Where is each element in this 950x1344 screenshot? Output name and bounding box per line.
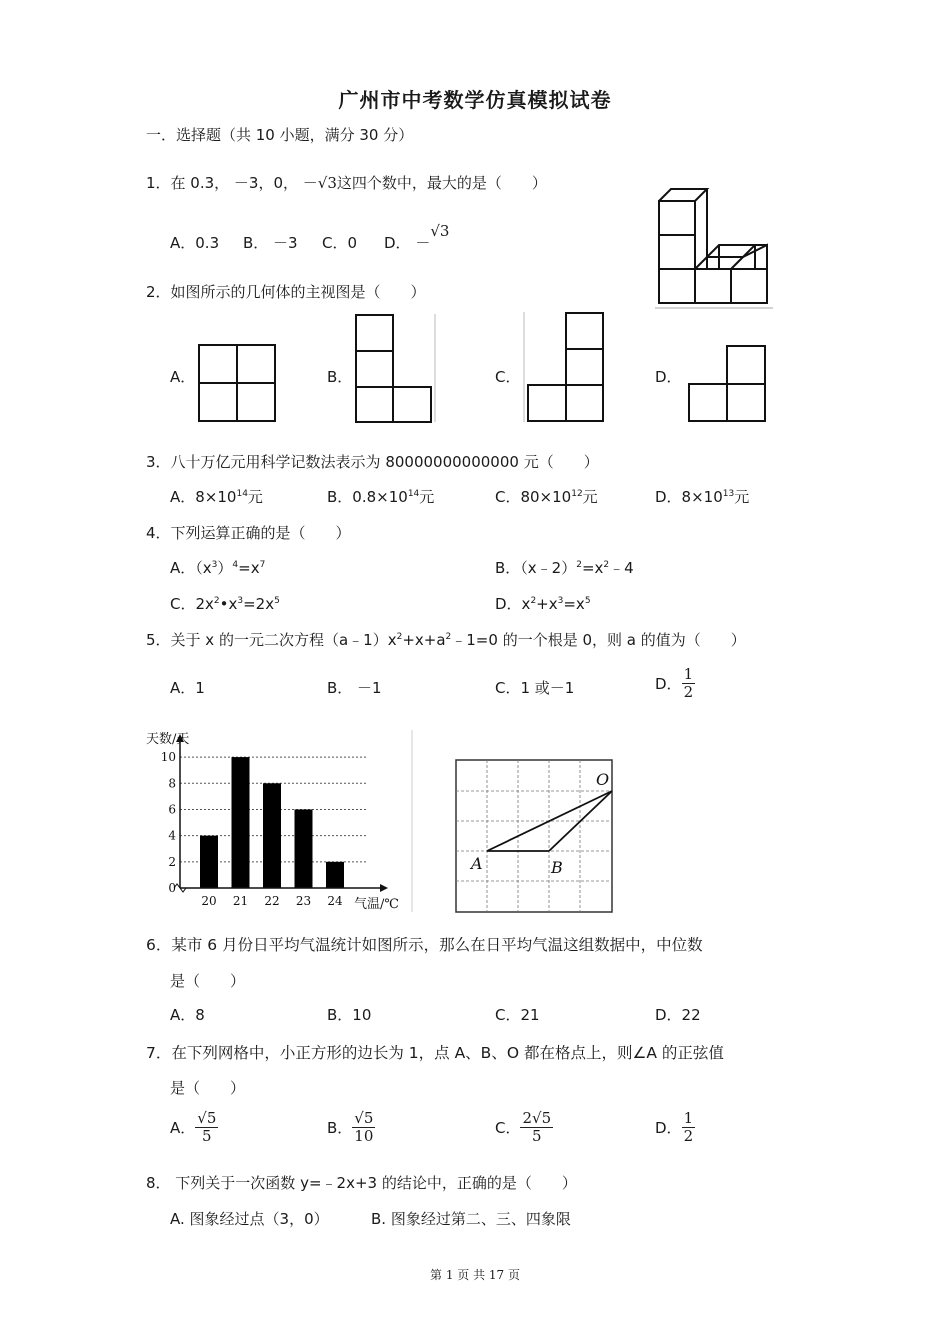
q4-a-exp1: 3 xyxy=(211,560,218,570)
q1-option-d xyxy=(384,222,450,253)
q4-option-c xyxy=(170,593,280,614)
q1-stem-tail: 这四个数中，最大的是（ ） xyxy=(336,174,547,192)
question-5-stem xyxy=(146,629,746,650)
page-title: 广州市中考数学仿真模拟试卷 xyxy=(338,88,612,112)
q5-stem-part2: +x+a xyxy=(402,631,446,649)
q5-option-c: C．1 或－1 xyxy=(495,679,575,697)
q4-c-exp1: 2 xyxy=(213,596,220,606)
q6-option-c: C．21 xyxy=(495,1006,540,1024)
q7-option-c xyxy=(495,1110,553,1145)
q2-option-c: C． xyxy=(495,368,521,386)
q2-figure-b xyxy=(352,312,436,424)
q4-d-exp3: 5 xyxy=(584,596,591,606)
q4-b-exp2: 2 xyxy=(603,560,610,570)
temperature-bar-chart xyxy=(144,728,414,912)
q4-option-b xyxy=(495,557,634,578)
q5-option-b: B． －1 xyxy=(327,679,382,697)
chart-bar-24 xyxy=(326,862,344,888)
chart-x-tick-label: 23 xyxy=(295,894,312,908)
q3-b-base: B．0.8×10 xyxy=(327,488,408,506)
q6-option-a: A．8 xyxy=(170,1006,205,1024)
q4-a-part2: ） xyxy=(217,559,233,577)
page-footer: 第 1 页 共 17 页 xyxy=(430,1268,520,1282)
chart-y-tick-label: 4 xyxy=(168,828,176,843)
q2-option-a: A． xyxy=(170,368,196,386)
question-1-stem xyxy=(146,172,547,193)
q3-option-d xyxy=(655,486,749,507)
question-2-stem: 2．如图所示的几何体的主视图是（ ） xyxy=(146,283,426,301)
q4-d-part3: =x xyxy=(563,595,585,613)
q3-d-base: D．8×10 xyxy=(655,488,723,506)
q7-option-b xyxy=(327,1110,375,1145)
question-8-stem: 8． 下列关于一次函数 y=﹣2x+3 的结论中，正确的是（ ） xyxy=(146,1174,577,1192)
q3-c-exp: 12 xyxy=(571,489,583,499)
q7-a-num: √5 xyxy=(197,1109,217,1127)
q3-option-b xyxy=(327,486,434,507)
q3-a-unit: 元 xyxy=(247,488,263,506)
q3-d-exp: 13 xyxy=(722,489,735,499)
q5-option-d xyxy=(655,666,695,701)
q4-a-exp2: 4 xyxy=(232,560,239,570)
question-6-stem-line1: 6．某市 6 月份日平均气温统计如图所示，那么在日平均气温这组数据中，中位数 xyxy=(146,936,703,954)
q2-option-d: D． xyxy=(655,368,682,386)
q7-d-fraction xyxy=(682,1110,696,1145)
question-7-stem-line1: 7．在下列网格中，小正方形的边长为 1，点 A、B、O 都在格点上，则∠A 的正弦值 xyxy=(146,1044,724,1062)
chart-y-tick-label: 10 xyxy=(160,750,176,765)
q4-option-a xyxy=(170,557,265,578)
q7-d-label: D． xyxy=(655,1119,682,1137)
q4-a-exp3: 7 xyxy=(259,560,266,570)
q7-b-den: 10 xyxy=(354,1127,374,1145)
q1-option-c: C．0 xyxy=(322,234,358,252)
q5-stem-exp1: 2 xyxy=(396,632,403,642)
q3-c-unit: 元 xyxy=(582,488,598,506)
q3-b-exp: 14 xyxy=(407,489,420,499)
point-b-label: B xyxy=(551,858,563,877)
q7-c-num: 2√5 xyxy=(522,1109,552,1127)
q5-d-fraction xyxy=(682,666,696,701)
q4-b-part2: =x xyxy=(581,559,604,577)
q4-c-part3: =2x xyxy=(243,595,275,613)
chart-x-label: 气温/℃ xyxy=(354,897,399,912)
chart-bar-23 xyxy=(295,809,313,888)
q4-d-exp2: 3 xyxy=(557,596,564,606)
q5-d-label: D． xyxy=(655,675,682,693)
q8-option-a: A. 图象经过点（3，0） xyxy=(170,1210,329,1228)
q4-b-exp1: 2 xyxy=(576,560,582,570)
chart-bar-22 xyxy=(263,783,281,888)
question-7-stem-line2: 是（ ） xyxy=(170,1079,246,1097)
chart-bar-20 xyxy=(200,836,218,888)
q2-option-b: B． xyxy=(327,368,353,386)
q4-option-d xyxy=(495,593,591,614)
q2-figure-c xyxy=(523,310,607,424)
q2-figure-a xyxy=(196,342,278,424)
q8-option-b: B. 图象经过第二、三、四象限 xyxy=(371,1210,571,1228)
question-3-stem: 3．八十万亿元用科学记数法表示为 80000000000000 元（ ） xyxy=(146,453,599,471)
chart-x-tick-label: 24 xyxy=(327,894,343,908)
q1-option-a: A．0.3 xyxy=(170,234,220,252)
q7-b-num: √5 xyxy=(354,1109,374,1127)
q7-a-den: 5 xyxy=(202,1127,212,1145)
q7-d-den: 2 xyxy=(683,1127,694,1145)
q3-c-base: C．80×10 xyxy=(495,488,572,506)
q4-c-part: C．2x xyxy=(170,595,214,613)
question-4-stem: 4．下列运算正确的是（ ） xyxy=(146,524,351,542)
chart-bar-21 xyxy=(232,757,250,888)
q4-b-part3: ﹣4 xyxy=(609,559,634,577)
geometric-solid-figure xyxy=(655,185,773,310)
q3-b-unit: 元 xyxy=(419,488,435,506)
q1-stem-text: 1．在 0.3， －3，0， － xyxy=(146,174,318,192)
q3-option-a xyxy=(170,486,263,507)
q4-a-part3: =x xyxy=(238,559,260,577)
q3-option-c xyxy=(495,486,598,507)
q4-d-exp1: 2 xyxy=(530,596,537,606)
q6-option-b: B．10 xyxy=(327,1006,372,1024)
chart-y-tick-label: 6 xyxy=(168,802,176,817)
q7-a-label: A． xyxy=(170,1119,196,1137)
point-a-label: A xyxy=(471,854,483,873)
q6-option-d: D．22 xyxy=(655,1006,701,1024)
q4-d-part2: +x xyxy=(536,595,558,613)
q5-d-den: 2 xyxy=(683,683,694,701)
q1-option-d-label: D． － xyxy=(384,234,431,252)
section-heading: 一．选择题（共 10 小题，满分 30 分） xyxy=(146,126,414,144)
chart-y-tick-label: 8 xyxy=(168,776,176,791)
q5-d-num: 1 xyxy=(683,665,694,683)
q4-b-part: B．（x﹣2） xyxy=(495,559,577,577)
q7-c-fraction xyxy=(520,1110,553,1145)
q4-c-exp3: 5 xyxy=(274,596,280,606)
q7-c-label: C． xyxy=(495,1119,521,1137)
q1-stem-radical: √3 xyxy=(317,174,337,192)
q7-c-den: 5 xyxy=(532,1127,542,1145)
grid-figure xyxy=(455,759,613,913)
q5-stem-part3: ﹣1=0 的一个根是 0，则 a 的值为（ ） xyxy=(451,631,746,649)
chart-x-tick-label: 22 xyxy=(264,894,280,908)
q3-a-base: A．8×10 xyxy=(170,488,237,506)
chart-y-label: 天数/天 xyxy=(146,732,190,747)
chart-x-tick-label: 21 xyxy=(232,894,249,908)
q4-a-part: A．（x xyxy=(170,559,212,577)
q4-c-exp2: 3 xyxy=(237,596,244,606)
q2-figure-d xyxy=(684,343,770,425)
question-6-stem-line2: 是（ ） xyxy=(170,972,246,990)
q4-c-part2: •x xyxy=(219,595,238,613)
point-o-label: O xyxy=(596,770,610,789)
q5-option-a: A．1 xyxy=(170,679,205,697)
q4-d-part: D．x xyxy=(495,595,531,613)
q7-option-d xyxy=(655,1110,695,1145)
q1-option-d-radical: √3 xyxy=(430,222,450,240)
q7-b-label: B． xyxy=(327,1119,353,1137)
chart-x-tick-label: 20 xyxy=(201,894,217,908)
q1-option-b: B． －3 xyxy=(243,234,298,252)
q7-b-fraction xyxy=(352,1110,375,1145)
chart-y-tick-label: 0 xyxy=(168,881,176,895)
q5-stem-part: 5．关于 x 的一元二次方程（a﹣1）x xyxy=(146,631,397,649)
chart-y-tick-label: 2 xyxy=(168,854,176,869)
q7-a-fraction xyxy=(195,1110,218,1145)
q3-d-unit: 元 xyxy=(734,488,750,506)
q7-d-num: 1 xyxy=(683,1109,694,1127)
q5-stem-exp2: 2 xyxy=(445,632,452,642)
q3-a-exp: 14 xyxy=(236,489,248,499)
q7-option-a xyxy=(170,1110,218,1145)
